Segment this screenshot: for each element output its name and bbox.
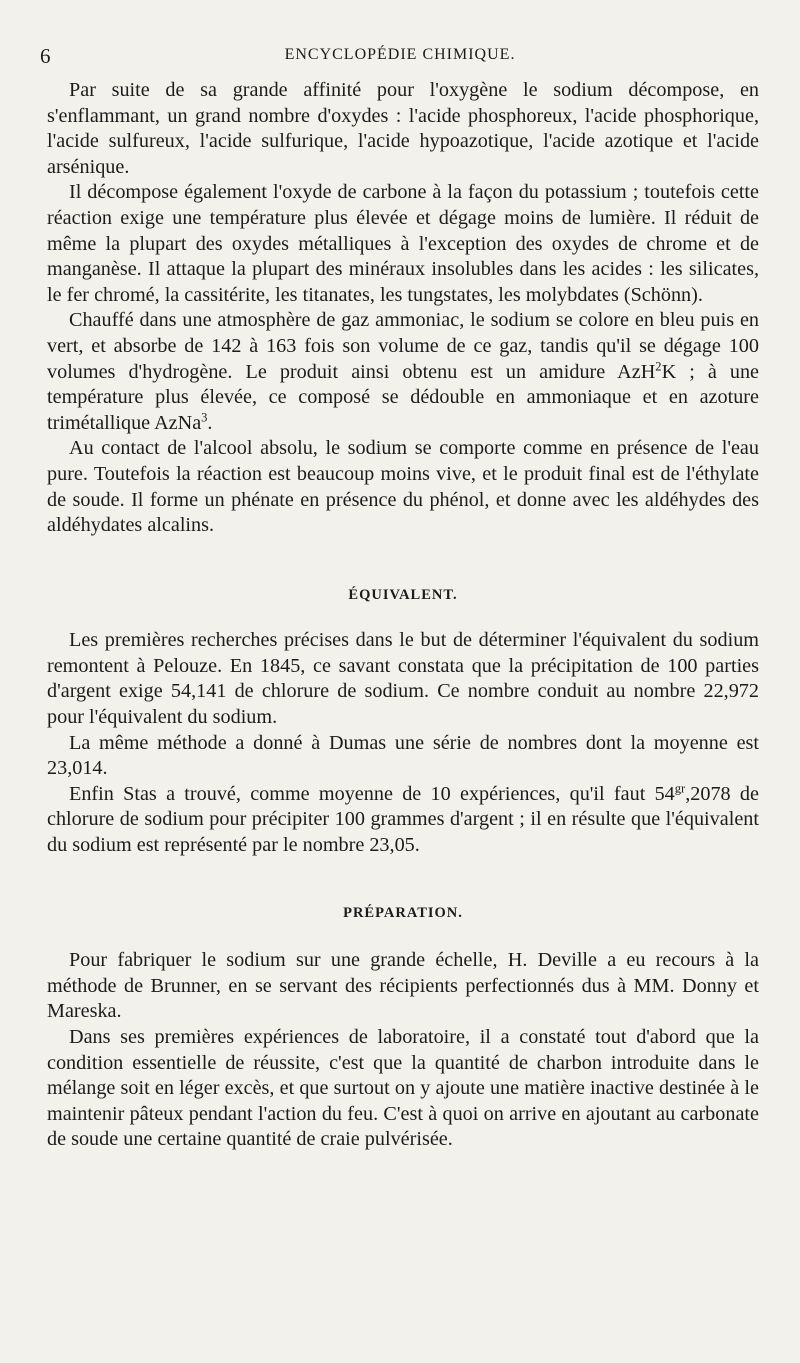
superscript: 2 (655, 359, 662, 374)
section-heading-preparation: PRÉPARATION. (343, 904, 463, 921)
text-run: Enfin Stas a trouvé, comme moyenne de 10 expériences, qu'il faut 54 (69, 782, 675, 805)
body-text (47, 78, 759, 1153)
paragraph: Dans ses premières expériences de laboratoire, il a constaté tout d'abord que la condition essentielle de réussite, c'est que la quantité de charbon introduite dans le mélange soit en léger excès, et que surtout on y ajoute une matière inactive destinée à le maintenir pâteux pendant l'action du feu. C'est à quoi on arrive en ajoutant au carbonate de soude une certaine quantité de craie pulvérisée. (47, 1026, 759, 1151)
page-header (40, 44, 760, 70)
running-title: ENCYCLOPÉDIE CHIMIQUE. (284, 46, 516, 63)
superscript: 3 (201, 410, 208, 425)
text-run: . (207, 411, 213, 434)
paragraph: Par suite de sa grande affinité pour l'oxygène le sodium décompose, en s'enflammant, un grand nombre d'oxydes : l'acide phosphoreux, l'acide phosphorique, l'acide sulfureux, l'acide sulfurique, l'acide hypoazotique, l'acide azotique et l'acide arsénique. (47, 79, 759, 178)
text-run: K ; à une température plus élevée, ce composé se dédouble en ammoniaque et en azoture trimétallique AzNa (47, 360, 760, 434)
section-heading-equivalent: ÉQUIVALENT. (348, 586, 458, 603)
paragraph-stas (47, 782, 759, 859)
page-number: 6 (40, 44, 51, 68)
superscript: gr (674, 781, 686, 796)
paragraph: La même méthode a donné à Dumas une série de nombres dont la moyenne est 23,014. (47, 731, 759, 780)
paragraph-ammonia (47, 308, 759, 436)
text-run: Chauffé dans une atmosphère de gaz ammoniac, le sodium se colore en bleu puis en vert, et absorbe de 142 à 163 fois son volume de ce gaz, tandis qu'il se dégage 100 volumes d'hydrogène. Le produit ainsi obtenu est un amidure AzH (47, 309, 759, 383)
paragraph: Les premières recherches précises dans le but de déterminer l'équivalent du sodium remontent à Pelouze. En 1845, ce savant constata que la précipitation de 100 parties d'argent exige 54,141 de chlorure de sodium. Ce nombre conduit au nombre 22,972 pour l'équivalent du sodium. (47, 629, 759, 729)
paragraph: Il décompose également l'oxyde de carbone à la façon du potassium ; toutefois cette réaction exige une température plus élevée et dégage moins de lumière. Il réduit de même la plupart des oxydes métalliques à l'exception des oxydes de chrome et de manganèse. Il attaque la plupart des minéraux insolubles dans les acides : les silicates, le fer chromé, la cassitérite, les titanates, les tungstates, les molybdates (Schönn). (47, 181, 759, 306)
text-run: ,2078 de chlorure de sodium pour précipiter 100 grammes d'argent ; il en résulte que l'équivalent du sodium est représenté par le nombre 23,05. (47, 782, 759, 857)
paragraph: Pour fabriquer le sodium sur une grande échelle, H. Deville a eu recours à la méthode de Brunner, en se servant des récipients perfectionnés dus à MM. Donny et Mareska. (47, 949, 759, 1023)
paragraph: Au contact de l'alcool absolu, le sodium se comporte comme en présence de l'eau pure. Toutefois la réaction est beaucoup moins vive, et le produit final est de l'éthylate de soude. Il forme un phénate en présence du phénol, et donne avec les aldéhydes des aldéhydates alcalins. (47, 437, 759, 537)
